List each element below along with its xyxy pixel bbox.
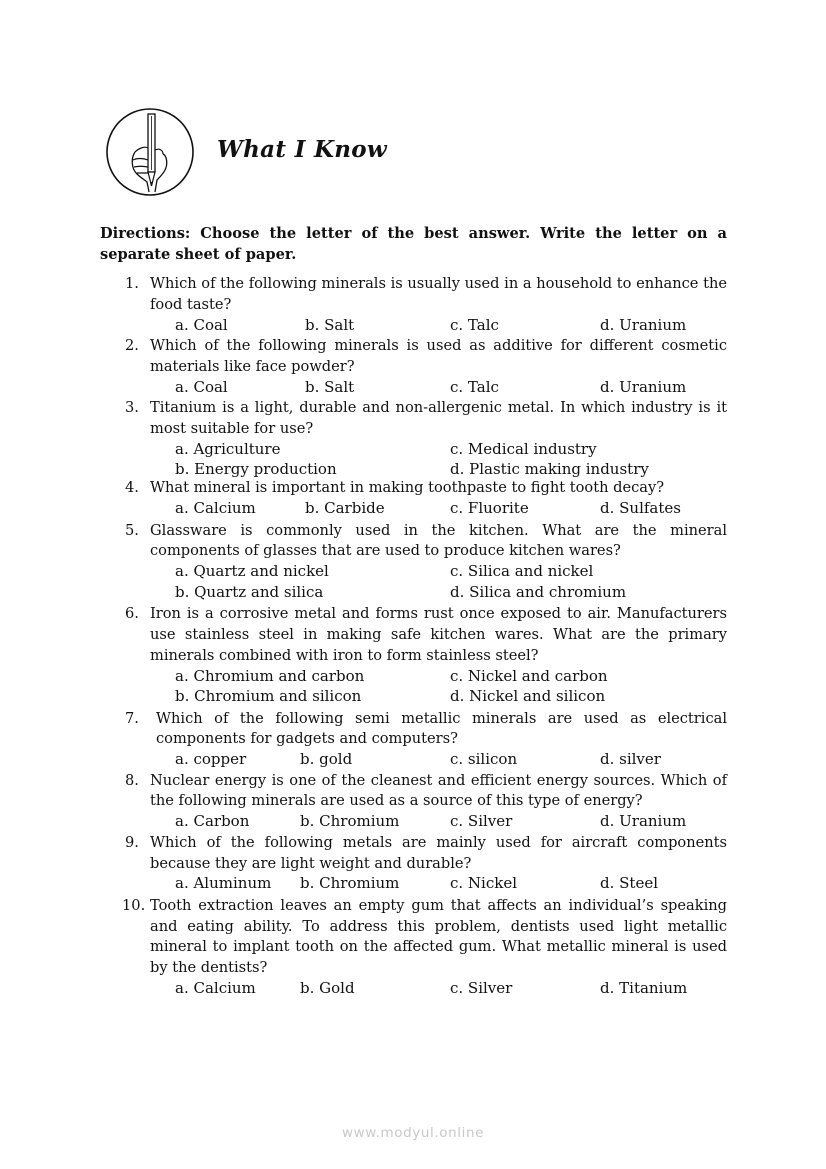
answer-options (100, 440, 727, 461)
option: b. Carbide (305, 499, 385, 518)
option: d. Nickel and silicon (450, 687, 606, 706)
option: a. Coal (175, 377, 228, 396)
option: c. Silver (450, 979, 513, 998)
answer-options (100, 979, 727, 1000)
option: a. Aluminum (175, 874, 272, 893)
question-number: 5. (125, 521, 139, 539)
option: a. Agriculture (175, 439, 281, 458)
answer-options (100, 460, 727, 478)
answer-options (100, 750, 727, 771)
option: d. Silica and chromium (450, 582, 627, 601)
question (100, 478, 727, 499)
option: a. Chromium and carbon (175, 666, 365, 685)
option: c. Nickel (450, 874, 518, 893)
question-text: Iron is a corrosive metal and forms rust once exposed to air. Manufacturers use stainless steel in making safe kitchen wares. What are the primary minerals combined with iron to form stainless steel? (150, 605, 727, 664)
option: c. Nickel and carbon (450, 666, 608, 685)
option: c. silicon (450, 750, 518, 769)
question-number: 10. (122, 896, 146, 914)
question (100, 896, 727, 979)
question-text: Glassware is commonly used in the kitchen. What are the mineral components of glasses that are used to produce kitchen wares? (150, 521, 727, 560)
option: b. Chromium (300, 874, 400, 893)
answer-options (100, 812, 727, 833)
answer-options (100, 687, 727, 709)
option: b. Gold (300, 979, 355, 998)
option: d. Sulfates (600, 499, 681, 518)
question-number: 9. (125, 833, 139, 851)
option: d. silver (600, 750, 661, 769)
answer-options (100, 562, 727, 583)
question-number: 2. (125, 337, 139, 355)
question-text: Which of the following semi metallic minerals are used as electrical components for gadgets and computers? (156, 709, 727, 748)
watermark: www.modyul.online (341, 1125, 485, 1141)
question-text: Tooth extraction leaves an empty gum that affects an individual’s speaking and eating ability. To address this problem, dentists used light metallic mineral to implant tooth on the affected gum. What metallic mineral is used by the dentists? (150, 896, 727, 977)
question-text: Titanium is a light, durable and non-allergenic metal. In which industry is it most suitable for use? (150, 399, 727, 437)
answer-options (100, 316, 727, 337)
option: c. Fluorite (450, 499, 529, 518)
option: c. Silver (450, 812, 513, 831)
question (100, 709, 727, 751)
option: a. Coal (175, 315, 228, 334)
option: a. Carbon (175, 812, 250, 831)
option: a. Calcium (175, 979, 256, 998)
question-number: 1. (125, 275, 139, 292)
option: b. Quartz and silica (175, 582, 324, 601)
question (100, 833, 727, 875)
directions: Directions: Choose the letter of the best answer. Write the letter on a separate sheet of paper. (100, 225, 727, 263)
option: a. copper (175, 750, 247, 769)
answer-options (100, 499, 727, 521)
option: b. Salt (305, 315, 355, 334)
question (100, 274, 727, 316)
option: c. Silica and nickel (450, 562, 594, 581)
question-number: 7. (125, 709, 139, 727)
question (100, 336, 727, 378)
question (100, 398, 727, 440)
question-number: 4. (125, 479, 139, 497)
question-text: Which of the following metals are mainly used for aircraft components because they are light weight and durable? (150, 833, 727, 872)
option: c. Talc (450, 377, 499, 396)
answer-options (100, 667, 727, 688)
option: d. Uranium (600, 315, 687, 334)
question-number: 8. (125, 771, 139, 789)
option: c. Medical industry (450, 439, 597, 458)
option: b. Chromium (300, 812, 400, 831)
option: d. Uranium (600, 812, 687, 831)
option: c. Talc (450, 315, 499, 334)
answer-options (100, 378, 727, 399)
question-number: 3. (125, 399, 139, 417)
answer-options (100, 874, 727, 896)
option: a. Calcium (175, 499, 256, 518)
question (100, 604, 727, 666)
option: d. Uranium (600, 377, 687, 396)
option: b. Energy production (175, 460, 337, 479)
question-list (100, 274, 727, 1000)
option: d. Titanium (600, 979, 688, 998)
question (100, 521, 727, 563)
pencil-hand-icon (105, 106, 195, 198)
option: d. Plastic making industry (450, 460, 649, 479)
question-text: Which of the following minerals is used as additive for different cosmetic materials like face powder? (150, 337, 727, 375)
page-title: What I Know (217, 136, 388, 163)
option: d. Steel (600, 874, 658, 893)
option: b. gold (300, 750, 353, 769)
question-text: Nuclear energy is one of the cleanest and efficient energy sources. Which of the following minerals are used as a source of this type of energy? (150, 771, 727, 810)
question-number: 6. (125, 605, 139, 623)
answer-options (100, 583, 727, 605)
question (100, 771, 727, 813)
option: a. Quartz and nickel (175, 562, 329, 581)
option: b. Chromium and silicon (175, 687, 362, 706)
option: b. Salt (305, 377, 355, 396)
question-text: Which of the following minerals is usually used in a household to enhance the food taste? (150, 275, 727, 313)
question-text: What mineral is important in making toothpaste to fight tooth decay? (150, 479, 665, 497)
